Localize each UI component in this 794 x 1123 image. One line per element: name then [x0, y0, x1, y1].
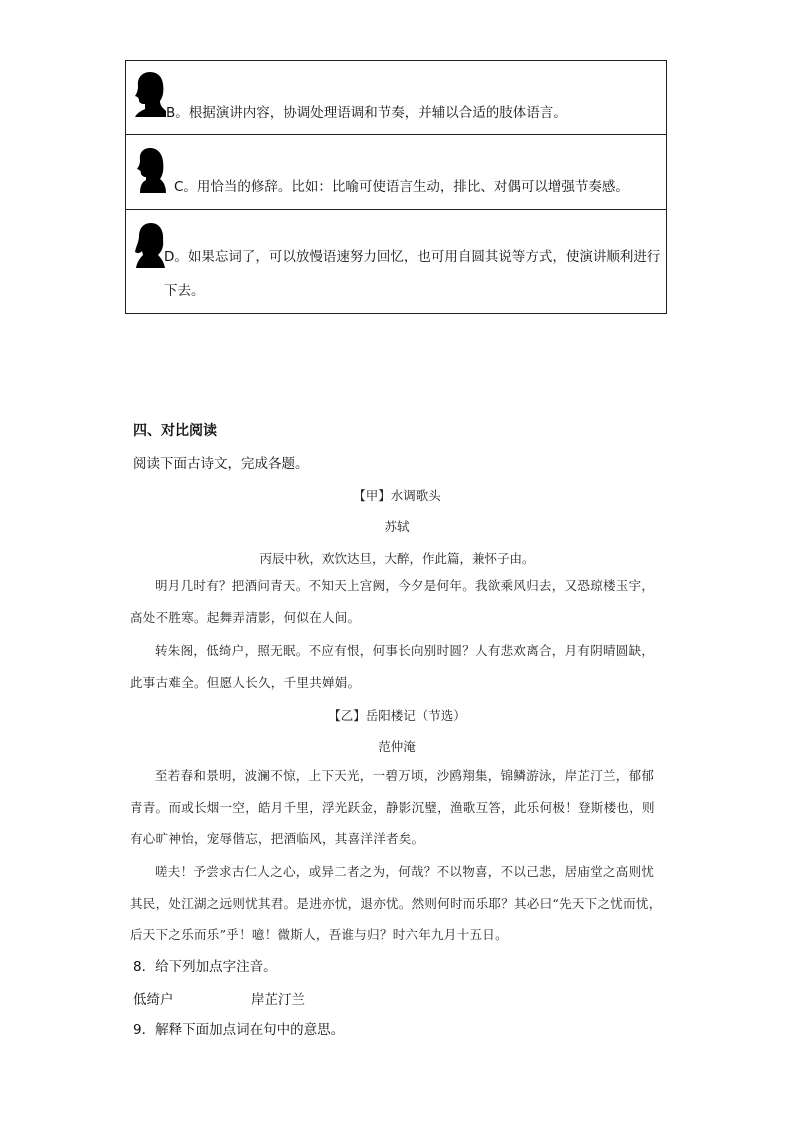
tip-c-text: C。用恰当的修辞。比如：比喻可使语言生动，排比、对偶可以增强节奏感。	[174, 179, 629, 195]
poem-jia-author: 苏轼	[384, 519, 410, 534]
silhouette-thinking-icon	[136, 147, 168, 193]
essay-yi-author: 范仲淹	[378, 739, 416, 754]
poem-jia-para2: 转朱阁，低绮户，照无眠。不应有恨，何事长向别时圆？人有悲欢离合，月有阴晴圆缺，此事古难全。但愿人长久，千里共婵娟。	[130, 643, 655, 690]
tips-row-d	[126, 209, 666, 313]
poem-jia-preface: 丙辰中秋，欢饮达旦，大醉，作此篇，兼怀子由。	[259, 551, 535, 566]
poem-jia-title: 【甲】水调歌头	[353, 488, 441, 503]
essay-yi-para1: 至若春和景明，波澜不惊，上下天光，一碧万顷，沙鸥翔集，锦鳞游泳，岸芷汀兰，郁郁青青。而或长烟一空，皓月千里，浮光跃金，静影沉璧，渔歌互答，此乐何极！登斯楼也，则有心旷神怡，宠辱偕忘，把酒临风，其喜洋洋者矣。	[130, 768, 655, 846]
poem-jia-para1: 明月几时有？把酒问青天。不知天上宫阙，今夕是何年。我欲乘风归去，又恐琼楼玉宇，高处不胜寒。起舞弄清影，何似在人间。	[130, 578, 655, 625]
essay-yi-title: 【乙】岳阳楼记（节选）	[328, 708, 466, 723]
question-8-word-2: 岸芷汀兰	[251, 992, 305, 1008]
tips-row-b	[126, 61, 666, 134]
section-instruction: 阅读下面古诗文，完成各题。	[133, 456, 309, 472]
question-8: 8．给下列加点字注音。	[133, 959, 277, 975]
silhouette-head-icon	[134, 71, 166, 117]
section-heading: 四、对比阅读	[133, 423, 217, 439]
tips-row-c	[126, 134, 666, 209]
tip-b-text: B。根据演讲内容，协调处理语调和节奏，并辅以合适的肢体语言。	[166, 105, 567, 121]
tip-d-text: D。如果忘词了，可以放慢语速努力回忆，也可用自圆其说等方式，使演讲顺利进行下去。	[164, 249, 661, 299]
tips-table	[125, 60, 667, 314]
question-8-word-1: 低绮户	[133, 992, 174, 1008]
question-9: 9．解释下面加点词在句中的意思。	[133, 1022, 345, 1038]
essay-yi-para2: 嗟夫！予尝求古仁人之心，或异二者之为，何哉？不以物喜，不以己悲，居庙堂之高则忧其民，处江湖之远则忧其君。是进亦忧，退亦忧。然则何时而乐耶？其必曰“先天下之忧而忧，后天下之乐而乐”乎！噫！微斯人，吾谁与归？时六年九月十五日。	[130, 864, 662, 942]
